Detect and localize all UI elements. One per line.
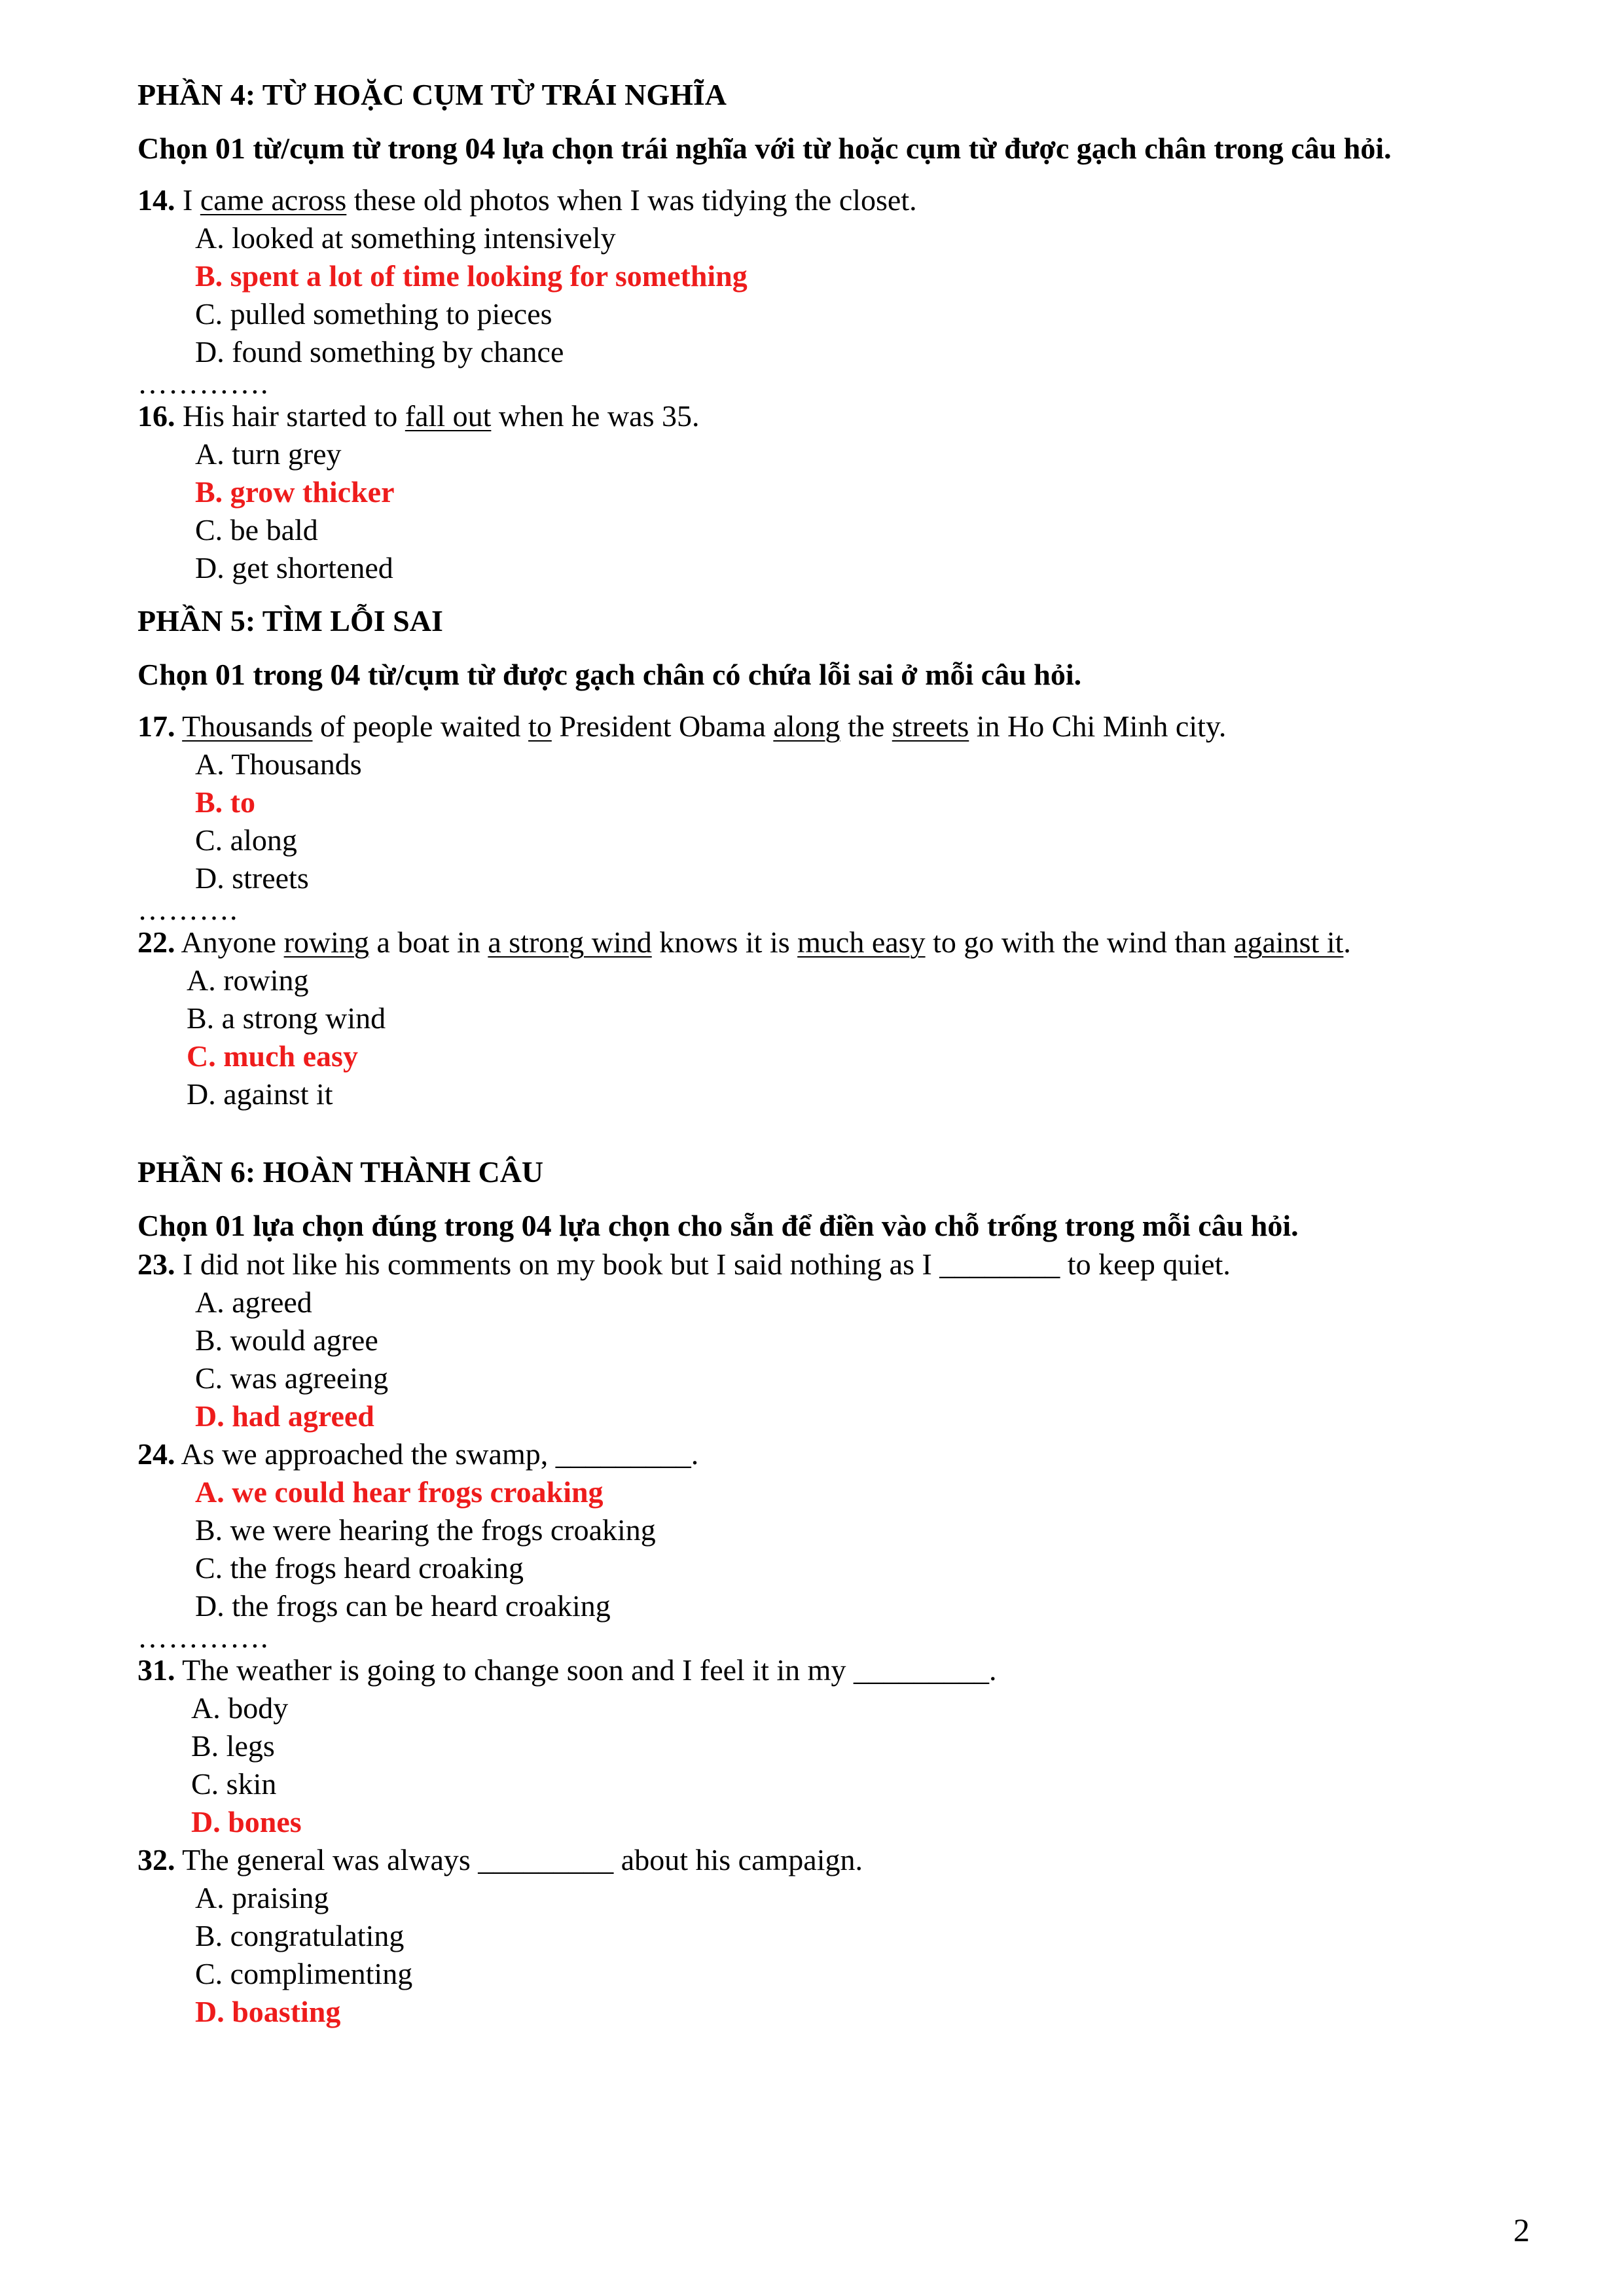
option-a: A. turn grey xyxy=(195,437,342,471)
option-c: C. pulled something to pieces xyxy=(195,297,552,331)
question-text: . xyxy=(1343,925,1351,959)
question-text: knows it is xyxy=(651,925,798,959)
option-a: A. praising xyxy=(195,1881,329,1914)
question-text: a boat in xyxy=(369,925,488,959)
question-text: The weather is going to change soon and I feel it in my _________. xyxy=(175,1653,997,1687)
section-5-title: PHẦN 5: TÌM LỖI SAI xyxy=(137,604,443,637)
option-a-correct: A. we could hear frogs croaking xyxy=(195,1475,604,1509)
option-d: D. streets xyxy=(195,861,309,895)
section-5-instruction: Chọn 01 trong 04 từ/cụm từ được gạch chân có chứa lỗi sai ở mỗi câu hỏi. xyxy=(137,658,1082,691)
option-c-correct: C. much easy xyxy=(187,1039,358,1073)
option-b: B. a strong wind xyxy=(187,1001,386,1035)
underlined-phrase: a strong wind xyxy=(488,925,652,959)
question-text: to go with the wind than xyxy=(925,925,1235,959)
ellipsis-separator: …………. xyxy=(137,367,269,400)
question-text: As we approached the swamp, _________. xyxy=(175,1437,699,1471)
option-d: D. against it xyxy=(187,1077,333,1111)
underlined-phrase: rowing xyxy=(283,925,369,959)
section-4-instruction: Chọn 01 từ/cụm từ trong 04 lựa chọn trái nghĩa với từ hoặc cụm từ được gạch chân trong câu hỏi. xyxy=(137,132,1392,165)
options-list xyxy=(137,1689,1525,1841)
underlined-phrase: much easy xyxy=(797,925,926,959)
underlined-phrase: Thousands xyxy=(182,709,313,743)
option-b-correct: B. grow thicker xyxy=(195,475,395,509)
question-text xyxy=(175,709,183,743)
option-b-correct: B. spent a lot of time looking for something xyxy=(195,259,748,293)
option-b: B. congratulating xyxy=(195,1919,405,1952)
option-c: C. was agreeing xyxy=(195,1361,389,1395)
question-23 xyxy=(137,1246,1525,1283)
options-list xyxy=(137,1283,1525,1435)
page-number: 2 xyxy=(1513,2212,1530,2248)
option-a: A. looked at something intensively xyxy=(195,221,616,255)
question-number: 17. xyxy=(137,709,175,743)
ellipsis-separator: ………. xyxy=(137,893,238,926)
question-number: 31. xyxy=(137,1653,175,1687)
question-text: His hair started to xyxy=(175,399,405,433)
option-c: C. skin xyxy=(191,1767,277,1801)
option-a: A. body xyxy=(191,1691,289,1725)
option-d-correct: D. bones xyxy=(191,1805,302,1839)
option-d-correct: D. had agreed xyxy=(195,1399,374,1433)
options-list xyxy=(137,1879,1525,2031)
underlined-phrase: against it xyxy=(1234,925,1344,959)
options-list xyxy=(137,219,1525,371)
option-b: B. legs xyxy=(191,1729,275,1763)
option-a: A. Thousands xyxy=(195,747,362,781)
question-text: President Obama xyxy=(551,709,774,743)
options-list xyxy=(137,1473,1525,1625)
section-4-title: PHẦN 4: TỪ HOẶC CỤM TỪ TRÁI NGHĨA xyxy=(137,78,727,111)
question-32 xyxy=(137,1841,1525,1879)
question-17 xyxy=(137,708,1525,745)
option-d: D. get shortened xyxy=(195,551,393,584)
document-page xyxy=(137,75,1525,2031)
option-c: C. be bald xyxy=(195,513,318,547)
question-31 xyxy=(137,1651,1525,1689)
underlined-phrase: came across xyxy=(200,183,347,217)
question-text: Anyone xyxy=(175,925,284,959)
question-16 xyxy=(137,397,1525,435)
option-a: A. rowing xyxy=(187,963,309,997)
question-number: 23. xyxy=(137,1247,175,1281)
question-text: of people waited xyxy=(312,709,529,743)
underlined-phrase: streets xyxy=(892,709,969,743)
question-24 xyxy=(137,1435,1525,1473)
question-text: when he was 35. xyxy=(491,399,700,433)
option-c: C. complimenting xyxy=(195,1957,413,1990)
options-list xyxy=(137,961,1525,1113)
underlined-phrase: along xyxy=(773,709,840,743)
question-text: The general was always _________ about his campaign. xyxy=(175,1843,863,1876)
option-b-correct: B. to xyxy=(195,785,255,819)
question-number: 24. xyxy=(137,1437,175,1471)
question-22 xyxy=(137,924,1525,961)
section-6-instruction: Chọn 01 lựa chọn đúng trong 04 lựa chọn cho sẵn để điền vào chỗ trống trong mỗi câu hỏi. xyxy=(137,1209,1299,1242)
question-number: 16. xyxy=(137,399,175,433)
question-text: these old photos when I was tidying the closet. xyxy=(346,183,917,217)
option-d-correct: D. boasting xyxy=(195,1995,341,2028)
options-list xyxy=(137,435,1525,587)
question-number: 14. xyxy=(137,183,175,217)
option-a: A. agreed xyxy=(195,1285,312,1319)
question-14 xyxy=(137,181,1525,219)
question-text: in Ho Chi Minh city. xyxy=(969,709,1227,743)
question-number: 32. xyxy=(137,1843,175,1876)
option-b: B. we were hearing the frogs croaking xyxy=(195,1513,656,1547)
question-text: I did not like his comments on my book but I said nothing as I ________ to keep quiet. xyxy=(175,1247,1231,1281)
question-number: 22. xyxy=(137,925,175,959)
option-b: B. would agree xyxy=(195,1323,378,1357)
question-text: the xyxy=(840,709,892,743)
options-list xyxy=(137,745,1525,897)
option-c: C. along xyxy=(195,823,297,857)
ellipsis-separator: …………. xyxy=(137,1621,269,1654)
option-d: D. found something by chance xyxy=(195,335,564,368)
option-d: D. the frogs can be heard croaking xyxy=(195,1589,611,1623)
question-text: I xyxy=(175,183,200,217)
underlined-phrase: to xyxy=(528,709,552,743)
option-c: C. the frogs heard croaking xyxy=(195,1551,524,1585)
section-6-title: PHẦN 6: HOÀN THÀNH CÂU xyxy=(137,1155,544,1189)
underlined-phrase: fall out xyxy=(405,399,492,433)
